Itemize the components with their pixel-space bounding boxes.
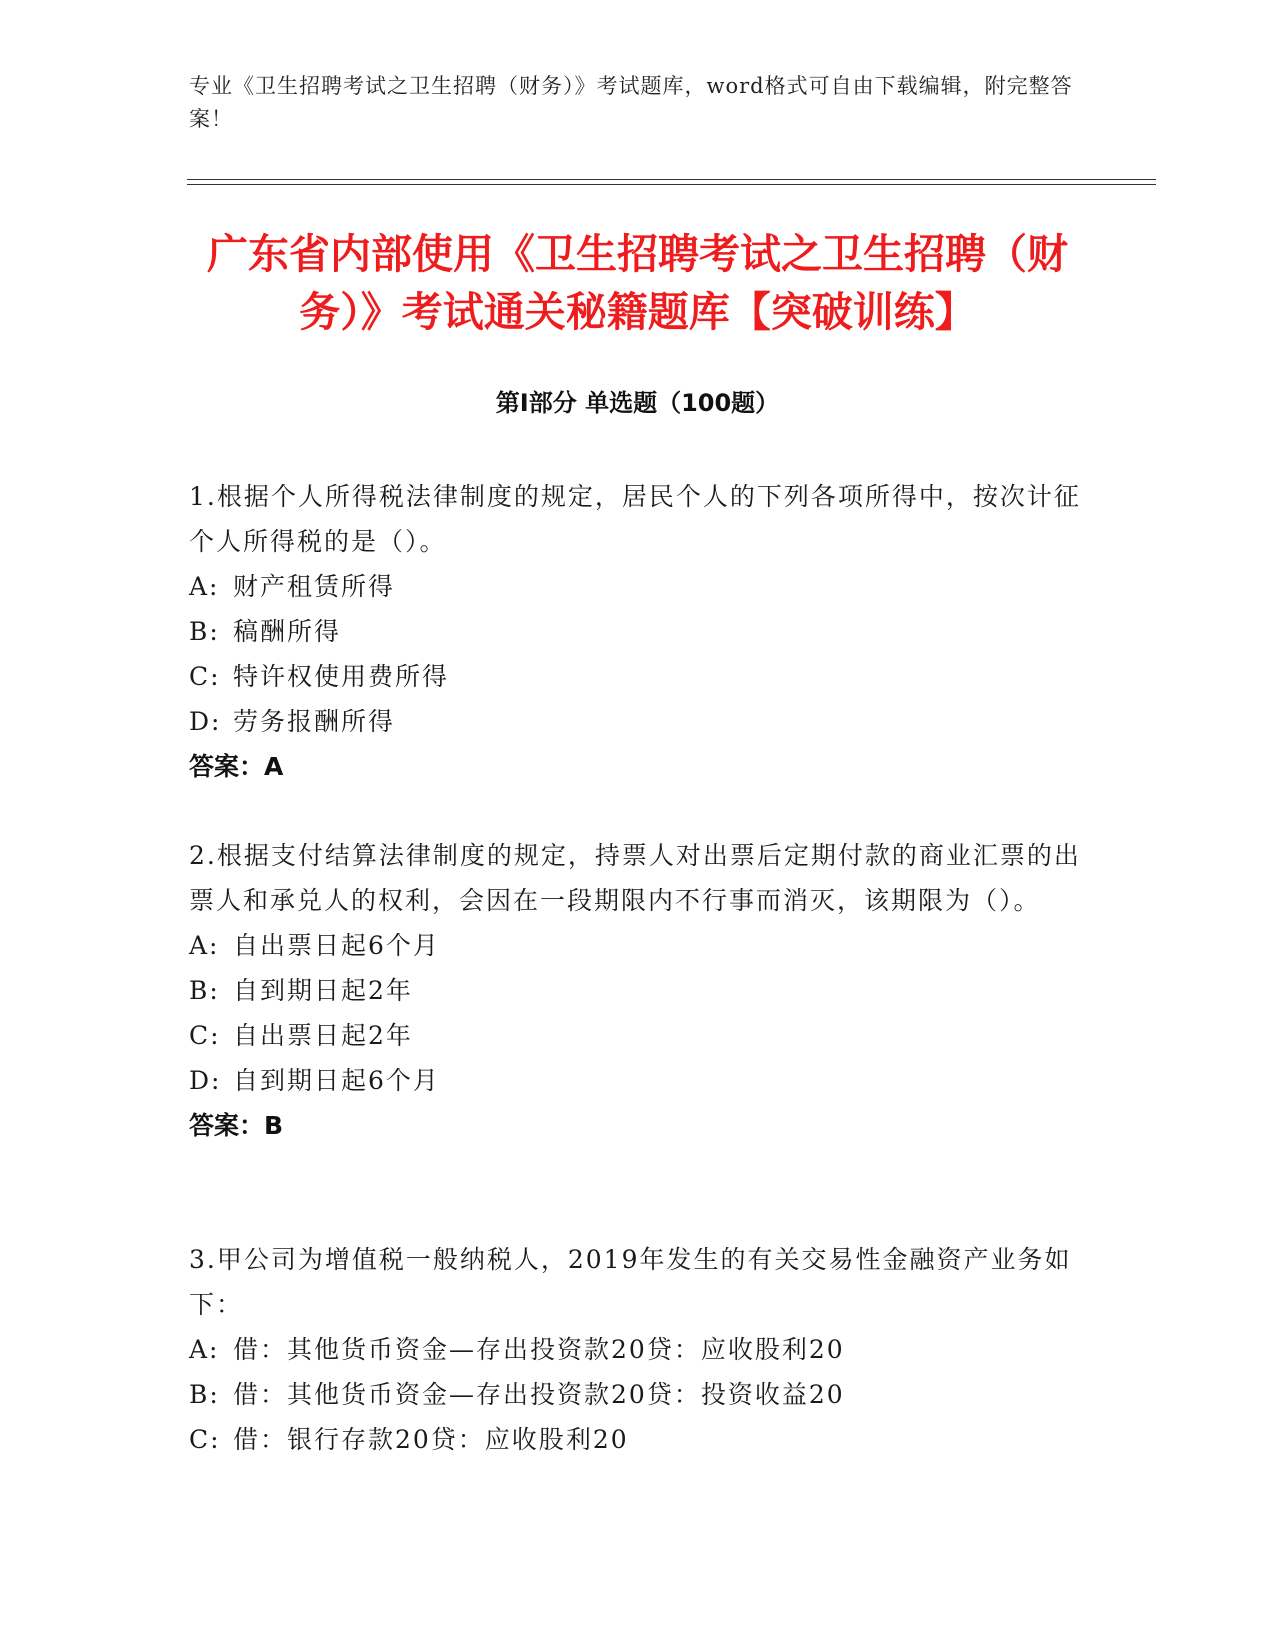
option-d xyxy=(189,1058,1089,1103)
option-c xyxy=(189,1417,1089,1462)
option-b xyxy=(189,968,1089,1013)
option-text: 财产租赁所得 xyxy=(233,572,396,601)
question-stem: 1.根据个人所得税法律制度的规定，居民个人的下列各项所得中，按次计征个人所得税的是（）。 xyxy=(189,482,1081,556)
option-text: 自到期日起6个月 xyxy=(233,1066,440,1095)
answer-label: 答案：A xyxy=(189,752,284,781)
option-key: B: xyxy=(189,617,220,646)
option-text: 稿酬所得 xyxy=(233,617,342,646)
option-key: C: xyxy=(189,1425,221,1454)
option-a xyxy=(189,1327,1089,1372)
option-b xyxy=(189,609,1089,654)
option-a xyxy=(189,923,1089,968)
option-key: A: xyxy=(189,572,220,601)
option-d xyxy=(189,699,1089,744)
option-key: C: xyxy=(189,1021,221,1050)
option-key: D: xyxy=(189,1066,222,1095)
option-key: D: xyxy=(189,707,222,736)
header-note: 专业《卫生招聘考试之卫生招聘（财务）》考试题库，word格式可自由下载编辑，附完整答案！ xyxy=(189,74,1073,131)
option-text: 自出票日起6个月 xyxy=(233,931,440,960)
option-c xyxy=(189,1013,1089,1058)
document-title: 广东省内部使用《卫生招聘考试之卫生招聘（财务）》考试通关秘籍题库【突破训练】 xyxy=(207,230,1068,336)
option-text: 借：其他货币资金—存出投资款20贷：应收股利20 xyxy=(233,1335,845,1364)
option-text: 借：银行存款20贷：应收股利20 xyxy=(233,1425,629,1454)
option-text: 借：其他货币资金—存出投资款20贷：投资收益20 xyxy=(233,1380,845,1409)
option-key: C: xyxy=(189,662,221,691)
option-key: B: xyxy=(189,976,220,1005)
question-1 xyxy=(189,474,1089,789)
option-c xyxy=(189,654,1089,699)
option-key: A: xyxy=(189,1335,220,1364)
option-text: 劳务报酬所得 xyxy=(233,707,396,736)
answer-label: 答案：B xyxy=(189,1111,284,1140)
question-stem: 3.甲公司为增值税一般纳税人，2019年发生的有关交易性金融资产业务如下： xyxy=(189,1245,1072,1319)
question-stem: 2.根据支付结算法律制度的规定，持票人对出票后定期付款的商业汇票的出票人和承兑人的权利，会因在一段期限内不行事而消灭，该期限为（）。 xyxy=(189,841,1081,915)
option-b xyxy=(189,1372,1089,1417)
header-divider-top xyxy=(187,179,1156,180)
option-a xyxy=(189,564,1089,609)
option-text: 特许权使用费所得 xyxy=(233,662,450,691)
question-3 xyxy=(189,1237,1089,1462)
header-divider-bottom xyxy=(187,184,1156,185)
option-text: 自出票日起2年 xyxy=(233,1021,413,1050)
section-heading: 第Ⅰ部分 单选题（100题） xyxy=(495,389,780,417)
option-text: 自到期日起2年 xyxy=(233,976,413,1005)
question-2 xyxy=(189,833,1089,1148)
option-key: A: xyxy=(189,931,220,960)
option-key: B: xyxy=(189,1380,220,1409)
